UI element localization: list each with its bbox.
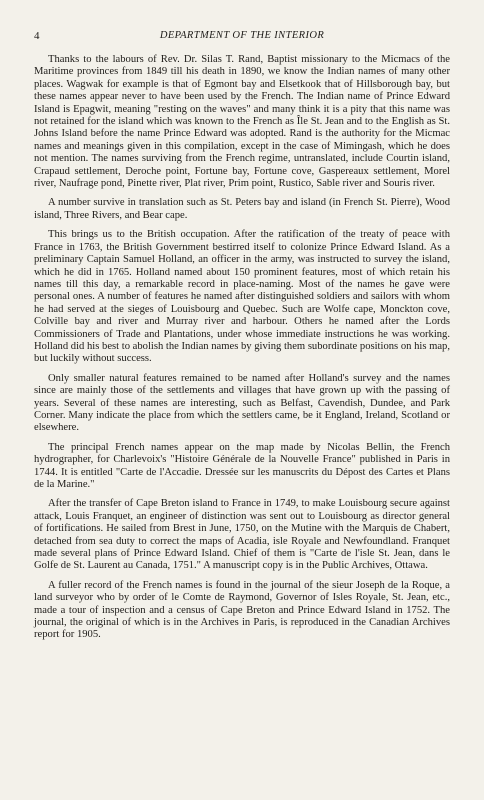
paragraph-rand-micmac-names: Thanks to the labours of Rev. Dr. Silas T. Rand, Baptist missionary to the Micmacs of the Maritime provinces from 1849 till his death in 1890, we know the Indian names of many other places. Wagwak for example is that of Egmont bay and Elsetkook that of Hillsborough bay, but these names appear never to have been used by the French. The Indian name of Prince Edward Island is Epagwit, meaning "resting on the waves" and many think it is a pity that this name was not retained for the island which was known to the French as Île St. Jean and to the English as St. Johns Island before the name Prince Edward was adopted. Rand is the authority for the Micmac names and meanings given in this compilation, except in the case of Mimingash, which he does not mention. The names surviving from the French regime, untranslated, include Courtin island, Crapaud settlement, Deroche point, Fortune bay, Fortune cove, Gaspereaux settlement, Morel river, Naufrage pond, Pinette river, Plat river, Prim point, Rustico, Sable river and Souris river. [34, 54, 450, 190]
page-header [34, 30, 450, 48]
page-number: 4 [34, 30, 40, 42]
paragraph-british-occupation: This brings us to the British occupation. After the ratification of the treaty of peace with France in 1763, the British Government bestirred itself to colonize Prince Edward Island. As a preliminary Captain Samuel Holland, an officer in the army, was instructed to survey the island, which he did in 1765. Holland named about 150 prominent features, most of which retain his names till this day, a remarkable record in place-naming. Most of the names he gave were personal ones. A number of features he named after distinguished soldiers and sailors with whom he had served at the sieges of Louisbourg and Quebec. Such are Wolfe cape, Monckton cove, Colville bay and river and Murray river and harbour. Others he named after the Lords Commissioners of Trade and Plantations, under whose immediate instructions he was working. Holland did his best to abolish the Indian names by giving them subordinate positions on his map, but luckily without success. [34, 229, 450, 365]
paragraph-bellin-map: The principal French names appear on the map made by Nicolas Bellin, the French hydrographer, for Charlevoix's "Histoire Générale de la Nouvelle France" published in Paris in 1744. It is entitled "Carte de l'Accadie. Dressée sur les manuscrits du Dépost des Cartes et Plans de la Marine." [34, 441, 450, 490]
paragraph-franquet: After the transfer of Cape Breton island to France in 1749, to make Louisbourg secure against attack, Louis Franquet, an engineer of distinction was sent out to Louisbourg as director general of fortifications. He sailed from Brest in June, 1750, on the Mutine with the Marquis de Chabert, detached from sea duty to correct the maps of Acadia, isle Royale and Newfoundland. Franquet made several plans of Prince Edward Island. Chief of them is "Carte de l'isle St. Jean, dans le Golfe de St. Laurent au Canada, 1751." A manuscript copy is in the Public Archives, Ottawa. [34, 498, 450, 572]
body-text [34, 54, 450, 642]
paragraph-de-la-roque: A fuller record of the French names is found in the journal of the sieur Joseph de la Roque, a land surveyor who by order of le Comte de Raymond, Governor of Isles Royale, St. Jean, etc., made a tour of inspection and a census of Cape Breton and Prince Edward Island in 1752. The journal, the original of which is in the Archives in Paris, is reproduced in the Canadian Archives report for 1905. [34, 579, 450, 641]
running-head: DEPARTMENT OF THE INTERIOR [159, 30, 325, 41]
paragraph-translated-names: A number survive in translation such as St. Peters bay and island (in French St. Pierre), Wood island, Three Rivers, and Bear cape. [34, 197, 450, 221]
paragraph-settlement-names: Only smaller natural features remained to be named after Holland's survey and the names since are mainly those of the settlements and villages that have grown up with the passing of years. Several of these names are interesting, such as Belfast, Cavendish, Dundee, and Park Corner. Many indicate the place from which the settlers came, be it England, Ireland, Scotland or elsewhere. [34, 372, 450, 434]
